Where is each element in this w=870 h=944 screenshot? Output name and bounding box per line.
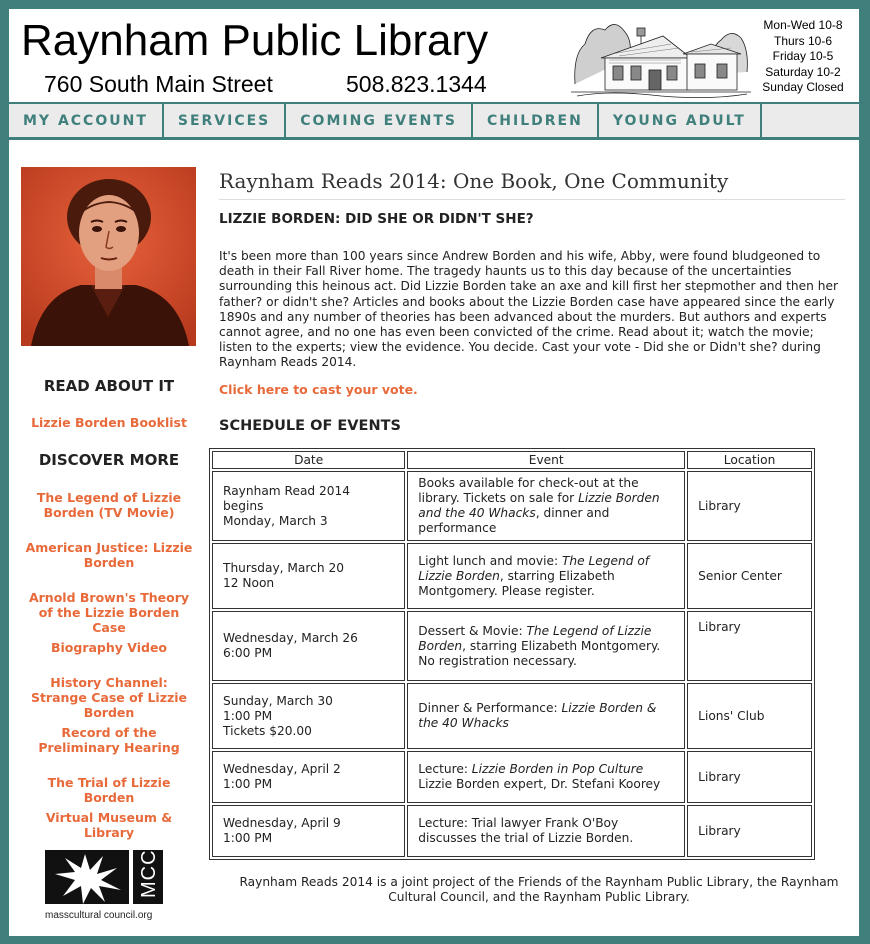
page-title: Raynham Reads 2014: One Book, One Community: [219, 169, 845, 200]
nav-coming-events[interactable]: COMING EVENTS: [286, 104, 473, 137]
cast-vote-link[interactable]: Click here to cast your vote.: [219, 382, 418, 397]
event-text: Lizzie Borden expert, Dr. Stefani Koorey: [418, 777, 661, 791]
american-justice-link[interactable]: American Justice: Lizzie Borden: [25, 540, 193, 570]
schedule-table: [209, 448, 815, 860]
event-description-cell: [407, 471, 685, 541]
event-date-cell: [212, 543, 405, 609]
page-frame: [9, 9, 859, 936]
event-date-line: 1:00 PM: [223, 777, 273, 791]
event-description-cell: [407, 543, 685, 609]
nav-my-account[interactable]: MY ACCOUNT: [9, 104, 164, 137]
preliminary-hearing-link[interactable]: Record of the Preliminary Hearing: [38, 725, 180, 755]
nav-services[interactable]: SERVICES: [164, 104, 286, 137]
event-description-cell: [407, 683, 685, 749]
schedule-heading: SCHEDULE OF EVENTS: [219, 418, 401, 434]
event-date-line: 1:00 PM: [223, 831, 273, 845]
nav-children[interactable]: CHILDREN: [473, 104, 599, 137]
event-date-line: Tickets $20.00: [223, 723, 312, 738]
event-date-line: Wednesday, March 26: [223, 631, 358, 645]
event-date-line: Wednesday, April 9: [223, 816, 341, 830]
event-title-italic: Lizzie Borden & the 40 Whacks: [418, 701, 657, 730]
hours-line: Mon-Wed 10-8: [763, 18, 843, 32]
library-hours: [749, 18, 857, 96]
event-location-cell: Library: [687, 805, 812, 857]
event-date-line: Thursday, March 20: [223, 561, 344, 575]
table-row: [212, 805, 812, 857]
event-title-italic: Lizzie Borden and the 40 Whacks: [418, 491, 660, 520]
event-title-italic: The Legend of Lizzie Borden: [418, 623, 652, 653]
site-header: [9, 9, 859, 102]
page-subtitle: LIZZIE BORDEN: DID SHE OR DIDN'T SHE?: [219, 211, 534, 227]
intro-paragraph: It's been more than 100 years since Andrew Borden and his wife, Abby, were found bludgeoned to death in their Fall River home. The tragedy haunts us to this day because of the uncertainties surrounding this heinous act. Did Lizzie Borden take an axe and kill first her stepmother and then her father? or didn't she? Articles and books about the Lizzie Borden case have appeared since the early 1890s and any number of theories has been advanced about the murders. But authors and experts cannot agree, and no one has even been convicted of the crime. Read about it; watch the movie; listen to the experts; view the evidence. You decide. Cast your vote - Did she or Didn't she? during Raynham Reads 2014.: [219, 249, 838, 370]
event-date-cell: [212, 683, 405, 749]
table-row: [212, 471, 812, 541]
hours-line: Saturday 10-2: [765, 64, 841, 79]
event-text: , starring Elizabeth Montgomery. No registration necessary.: [418, 638, 661, 668]
discover-more-heading: DISCOVER MORE: [38, 451, 180, 469]
event-date-cell: [212, 805, 405, 857]
table-row: [212, 751, 812, 803]
mcc-letters: MCC: [138, 849, 160, 898]
library-address: 760 South Main Street: [44, 71, 273, 97]
event-date-line: 6:00 PM: [223, 646, 273, 660]
event-location-cell: Library: [687, 471, 812, 541]
nav-young-adult[interactable]: YOUNG ADULT: [599, 104, 762, 137]
booklist-link[interactable]: Lizzie Borden Booklist: [31, 415, 187, 430]
library-phone: 508.823.1344: [346, 71, 487, 97]
event-location-cell: Library: [687, 751, 812, 803]
event-location-cell: Senior Center: [687, 543, 812, 609]
event-date-line: Wednesday, April 2: [223, 762, 341, 776]
trial-of-lizzie-link[interactable]: The Trial of Lizzie Borden: [47, 775, 171, 805]
event-date-cell: [212, 611, 405, 681]
event-description-cell: [407, 805, 685, 857]
event-text: , dinner and performance: [418, 506, 610, 535]
event-date-line: 1:00 PM: [223, 708, 273, 723]
event-date-line: Monday, March 3: [223, 513, 328, 528]
event-location-cell: Lions' Club: [687, 683, 812, 749]
event-text: Lecture: Trial lawyer Frank O'Boy discusses the trial of Lizzie Borden.: [418, 816, 634, 845]
col-event: Event: [407, 451, 685, 469]
event-title-italic: The Legend of Lizzie Borden: [418, 553, 650, 583]
hours-line: Friday 10-5: [772, 49, 834, 63]
history-channel-link[interactable]: History Channel: Strange Case of Lizzie Borden: [30, 675, 188, 720]
footer-note: Raynham Reads 2014 is a joint project of the Friends of the Raynham Public Library, the Raynham Cultural Council, and the Raynham Public Library.: [239, 875, 839, 905]
event-text: Books available for check-out at the library. Tickets on sale for: [418, 476, 639, 505]
event-date-cell: [212, 751, 405, 803]
legend-tv-movie-link[interactable]: The Legend of Lizzie Borden (TV Movie): [36, 490, 182, 520]
lizzie-borden-portrait: [21, 167, 196, 346]
event-date-line: Sunday, March 30: [223, 693, 333, 708]
event-date-line: 12 Noon: [223, 576, 275, 590]
library-name[interactable]: Raynham Public Library: [21, 16, 489, 65]
arnold-brown-theory-link[interactable]: Arnold Brown's Theory of the Lizzie Borden Case: [28, 590, 190, 635]
virtual-museum-link[interactable]: Virtual Museum & Library: [45, 810, 173, 840]
mass-cultural-council-logo[interactable]: [45, 846, 165, 921]
event-title-italic: Lizzie Borden in Pop Culture: [471, 762, 644, 776]
event-date-cell: [212, 471, 405, 541]
biography-video-link[interactable]: Biography Video: [50, 640, 168, 655]
read-about-heading: READ ABOUT IT: [43, 377, 175, 395]
event-text: Dinner & Performance:: [418, 701, 562, 715]
mcc-url: masscultural council.org: [45, 910, 153, 921]
event-text: , starring Elizabeth Montgomery. Please register.: [418, 568, 615, 598]
table-row: [212, 543, 812, 609]
event-description-cell: [407, 751, 685, 803]
event-description-cell: [407, 611, 685, 681]
table-row: [212, 611, 812, 681]
table-row: [212, 683, 812, 749]
event-text: Dessert & Movie:: [418, 623, 527, 638]
col-location: Location: [687, 451, 812, 469]
library-building-sketch: [571, 14, 751, 100]
main-nav: [9, 104, 859, 140]
col-date: Date: [212, 451, 405, 469]
event-text: Light lunch and movie:: [418, 553, 562, 568]
hours-line: Sunday Closed: [762, 80, 844, 94]
mcc-burst-icon: [45, 846, 165, 906]
hours-line: Thurs 10-6: [773, 33, 833, 48]
event-text: Lecture:: [418, 762, 472, 776]
event-date-line: Raynham Read 2014 begins: [223, 483, 351, 513]
event-location-cell: Library: [687, 611, 812, 681]
